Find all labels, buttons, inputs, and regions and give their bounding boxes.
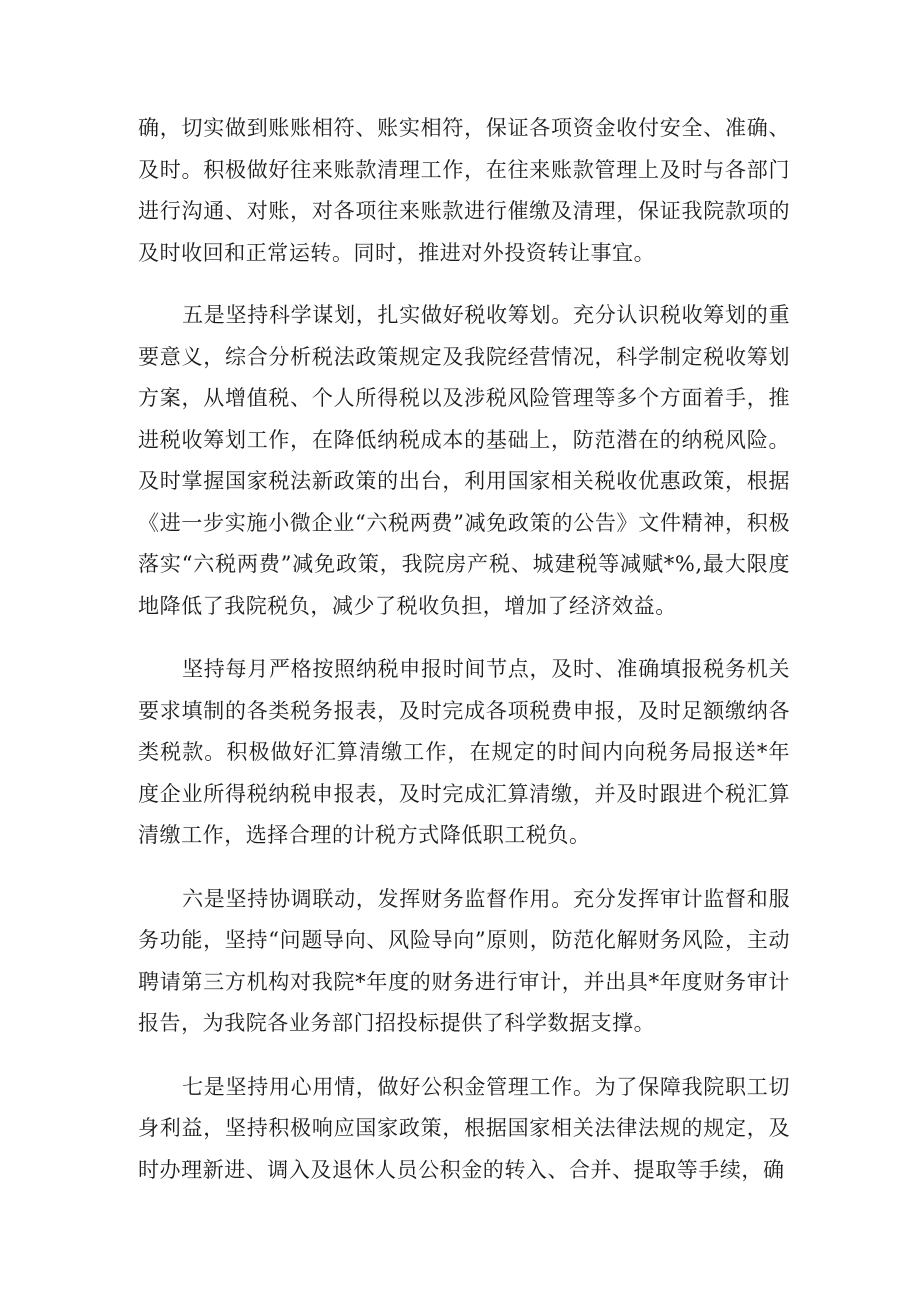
paragraph-financial-supervision: 六是坚持协调联动，发挥财务监督作用。充分发挥审计监督和服务功能，坚持“问题导向、风险导向”原则，防范化解财务风险，主动聘请第三方机构对我院*年度的财务进行审计，并出具*年度财务审计报告，为我院各业务部门招投标提供了科学数据支撑。: [138, 886, 790, 1035]
paragraph-tax-planning: 五是坚持科学谋划，扎实做好税收筹划。充分认识税收筹划的重要意义，综合分析税法政策规定及我院经营情况，科学制定税收筹划方案，从增值税、个人所得税以及涉税风险管理等多个方面着手，推进税收筹划工作，在降低纳税成本的基础上，防范潜在的纳税风险。及时掌握国家税法新政策的出台，利用国家相关税收优惠政策，根据《进一步实施小微企业“六税两费”减免政策的公告》文件精神，积极落实“六税两费”减免政策，我院房产税、城建税等减赋*%,最大限度地降低了我院税负，减少了税收负担，增加了经济效益。: [138, 303, 790, 618]
paragraph-continuation: 确，切实做到账账相符、账实相符，保证各项资金收付安全、准确、及时。积极做好往来账款清理工作，在往来账款管理上及时与各部门进行沟通、对账，对各项往来账款进行催缴及清理，保证我院款项的及时收回和正常运转。同时，推进对外投资转让事宜。: [138, 116, 790, 265]
document-body: [138, 108, 790, 1191]
paragraph-housing-fund: 七是坚持用心用情，做好公积金管理工作。为了保障我院职工切身利益，坚持积极响应国家政策，根据国家相关法律法规的规定，及时办理新进、调入及退休人员公积金的转入、合并、提取等手续，确: [138, 1074, 790, 1182]
paragraph-tax-filing: 坚持每月严格按照纳税申报时间节点，及时、准确填报税务机关要求填制的各类税务报表，及时完成各项税费申报，及时足额缴纳各类税款。积极做好汇算清缴工作，在规定的时间内向税务局报送*年度企业所得税纳税申报表，及时完成汇算清缴，并及时跟进个税汇算清缴工作，选择合理的计税方式降低职工税负。: [138, 657, 790, 847]
